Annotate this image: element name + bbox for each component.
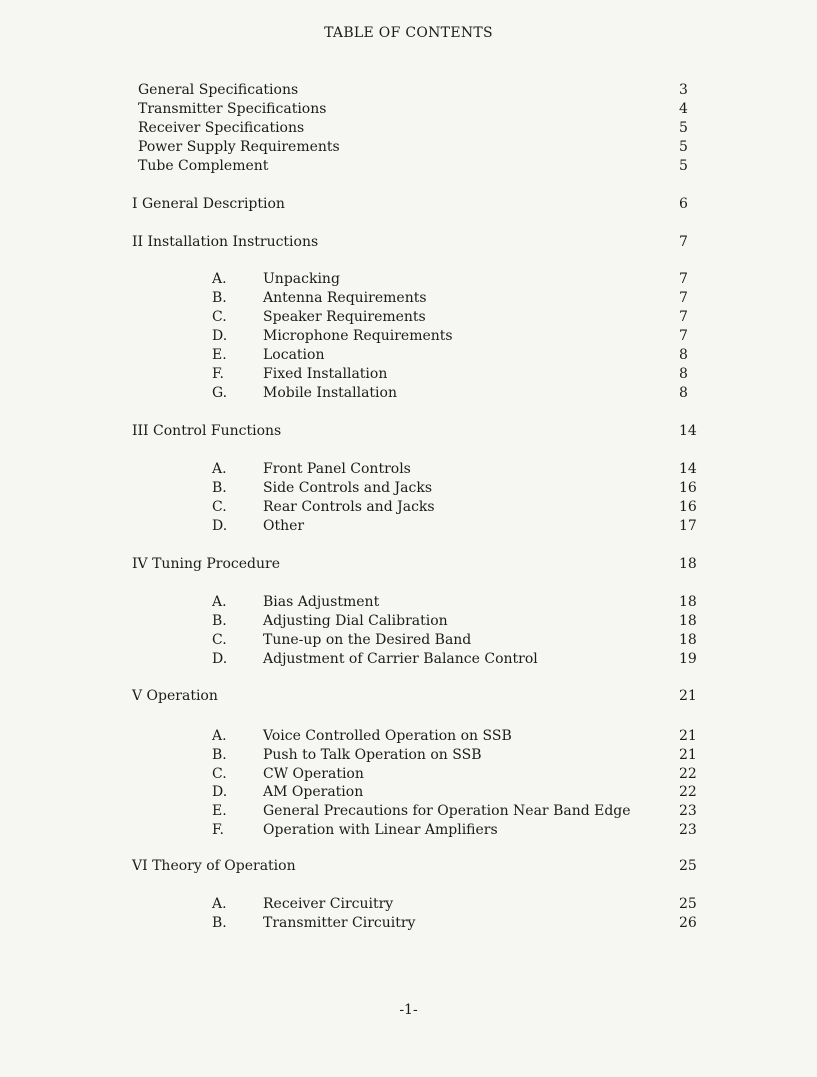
toc-entry-letter: F.: [212, 822, 224, 838]
toc-page-number: 21: [679, 688, 697, 704]
toc-entry-label: Power Supply Requirements: [138, 139, 340, 155]
toc-page-number: 14: [679, 423, 697, 439]
toc-entry-label: Adjustment of Carrier Balance Control: [263, 651, 538, 667]
toc-page-number: 26: [679, 915, 697, 931]
toc-subentry: [0, 479, 817, 498]
toc-entry-label: Rear Controls and Jacks: [263, 499, 435, 515]
toc-page-number: 14: [679, 461, 697, 477]
toc-section: [0, 687, 817, 706]
toc-entry-letter: D.: [212, 328, 228, 344]
toc-page-number: 8: [679, 385, 688, 401]
toc-subentry: [0, 593, 817, 612]
toc-entry-letter: C.: [212, 766, 227, 782]
toc-subentry: [0, 346, 817, 365]
toc-entry-label: Bias Adjustment: [263, 594, 380, 610]
toc-entry-label: VI Theory of Operation: [132, 858, 296, 874]
toc-page-number: 5: [679, 139, 688, 155]
toc-entry-label: Unpacking: [263, 271, 340, 287]
toc-entry-letter: C.: [212, 632, 227, 648]
toc-entry-label: Antenna Requirements: [263, 290, 427, 306]
toc-entry: [0, 157, 817, 176]
toc-entry: [0, 81, 817, 100]
toc-subentry: [0, 308, 817, 327]
page-number-footer: -1-: [399, 1002, 418, 1018]
toc-entry-label: Front Panel Controls: [263, 461, 411, 477]
toc-entry-label: II Installation Instructions: [132, 234, 319, 250]
toc-page-number: 16: [679, 499, 697, 515]
toc-page-number: 22: [679, 766, 697, 782]
toc-entry-label: Tune-up on the Desired Band: [263, 632, 472, 648]
toc-subentry: [0, 765, 817, 784]
page-title: TABLE OF CONTENTS: [324, 25, 493, 41]
toc-entry-letter: A.: [212, 461, 227, 477]
toc-subentry: [0, 612, 817, 631]
toc-entry-label: I General Description: [132, 196, 285, 212]
toc-entry-letter: B.: [212, 290, 227, 306]
toc-entry-label: General Precautions for Operation Near Band Edge: [263, 803, 631, 819]
toc-subentry: [0, 517, 817, 536]
toc-page-number: 16: [679, 480, 697, 496]
toc-entry-letter: B.: [212, 915, 227, 931]
toc-entry-label: V Operation: [132, 688, 218, 704]
toc-subentry: [0, 821, 817, 840]
toc-subentry: [0, 460, 817, 479]
toc-entry-label: Adjusting Dial Calibration: [263, 613, 448, 629]
toc-section: [0, 233, 817, 252]
toc-entry-label: Mobile Installation: [263, 385, 397, 401]
toc-entry-label: Receiver Circuitry: [263, 896, 394, 912]
toc-entry-letter: F.: [212, 366, 224, 382]
toc-entry-letter: B.: [212, 613, 227, 629]
toc-entry-label: Microphone Requirements: [263, 328, 453, 344]
toc-page-number: 23: [679, 822, 697, 838]
toc-page-number: 8: [679, 347, 688, 363]
toc-page-number: 7: [679, 290, 688, 306]
toc-page-number: 19: [679, 651, 697, 667]
toc-page-number: 18: [679, 594, 697, 610]
toc-page-number: 17: [679, 518, 697, 534]
toc-entry-letter: C.: [212, 499, 227, 515]
toc-page-number: 5: [679, 158, 688, 174]
toc-section: [0, 857, 817, 876]
toc-subentry: [0, 650, 817, 669]
toc-entry-letter: A.: [212, 594, 227, 610]
toc-entry-letter: A.: [212, 896, 227, 912]
toc-entry-letter: A.: [212, 728, 227, 744]
toc-entry-label: Voice Controlled Operation on SSB: [263, 728, 512, 744]
toc-entry-label: Transmitter Specifications: [138, 101, 327, 117]
toc-entry-letter: G.: [212, 385, 228, 401]
toc-entry-label: Location: [263, 347, 325, 363]
toc-section: [0, 195, 817, 214]
toc-section: [0, 555, 817, 574]
toc-entry-letter: B.: [212, 747, 227, 763]
toc-page-number: 22: [679, 784, 697, 800]
toc-entry-label: Tube Complement: [138, 158, 269, 174]
toc-entry-letter: D.: [212, 784, 228, 800]
toc-entry-label: Transmitter Circuitry: [263, 915, 416, 931]
toc-subentry: [0, 783, 817, 802]
toc-page-number: 7: [679, 328, 688, 344]
toc-entry: [0, 138, 817, 157]
toc-entry-label: Push to Talk Operation on SSB: [263, 747, 482, 763]
toc-page-number: 25: [679, 858, 697, 874]
toc-page-number: 21: [679, 747, 697, 763]
toc-entry-letter: D.: [212, 651, 228, 667]
toc-entry: [0, 119, 817, 138]
toc-subentry: [0, 746, 817, 765]
toc-subentry: [0, 895, 817, 914]
toc-page-number: 23: [679, 803, 697, 819]
toc-subentry: [0, 270, 817, 289]
toc-entry-label: General Specifications: [138, 82, 299, 98]
toc-page-number: 18: [679, 556, 697, 572]
toc-entry-letter: E.: [212, 347, 227, 363]
toc-subentry: [0, 802, 817, 821]
toc-entry-label: Operation with Linear Amplifiers: [263, 822, 498, 838]
toc-entry-letter: D.: [212, 518, 228, 534]
toc-entry-label: CW Operation: [263, 766, 364, 782]
toc-entry-letter: A.: [212, 271, 227, 287]
toc-subentry: [0, 914, 817, 933]
toc-subentry: [0, 498, 817, 517]
toc-subentry: [0, 289, 817, 308]
toc-entry-label: III Control Functions: [132, 423, 282, 439]
toc-subentry: [0, 365, 817, 384]
toc-page-number: 18: [679, 613, 697, 629]
toc-page-number: 21: [679, 728, 697, 744]
toc-entry-label: Receiver Specifications: [138, 120, 305, 136]
toc-subentry: [0, 727, 817, 746]
toc-entry-label: IV Tuning Procedure: [132, 556, 280, 572]
toc-page-number: 7: [679, 234, 688, 250]
toc-page-number: 8: [679, 366, 688, 382]
toc-page-number: 4: [679, 101, 688, 117]
toc-entry-label: Fixed Installation: [263, 366, 388, 382]
toc-subentry: [0, 631, 817, 650]
toc-page-number: 3: [679, 82, 688, 98]
toc-subentry: [0, 384, 817, 403]
toc-page-number: 25: [679, 896, 697, 912]
toc-subentry: [0, 327, 817, 346]
toc-page-number: 6: [679, 196, 688, 212]
toc-section: [0, 422, 817, 441]
toc-entry-label: Side Controls and Jacks: [263, 480, 433, 496]
toc-entry-label: Speaker Requirements: [263, 309, 426, 325]
toc-entry-letter: E.: [212, 803, 227, 819]
toc-page-number: 18: [679, 632, 697, 648]
toc-page-number: 7: [679, 309, 688, 325]
toc-entry-letter: C.: [212, 309, 227, 325]
toc-entry-label: AM Operation: [263, 784, 364, 800]
toc-page-number: 5: [679, 120, 688, 136]
toc-entry: [0, 100, 817, 119]
toc-entry-letter: B.: [212, 480, 227, 496]
toc-page-number: 7: [679, 271, 688, 287]
toc-entry-label: Other: [263, 518, 305, 534]
